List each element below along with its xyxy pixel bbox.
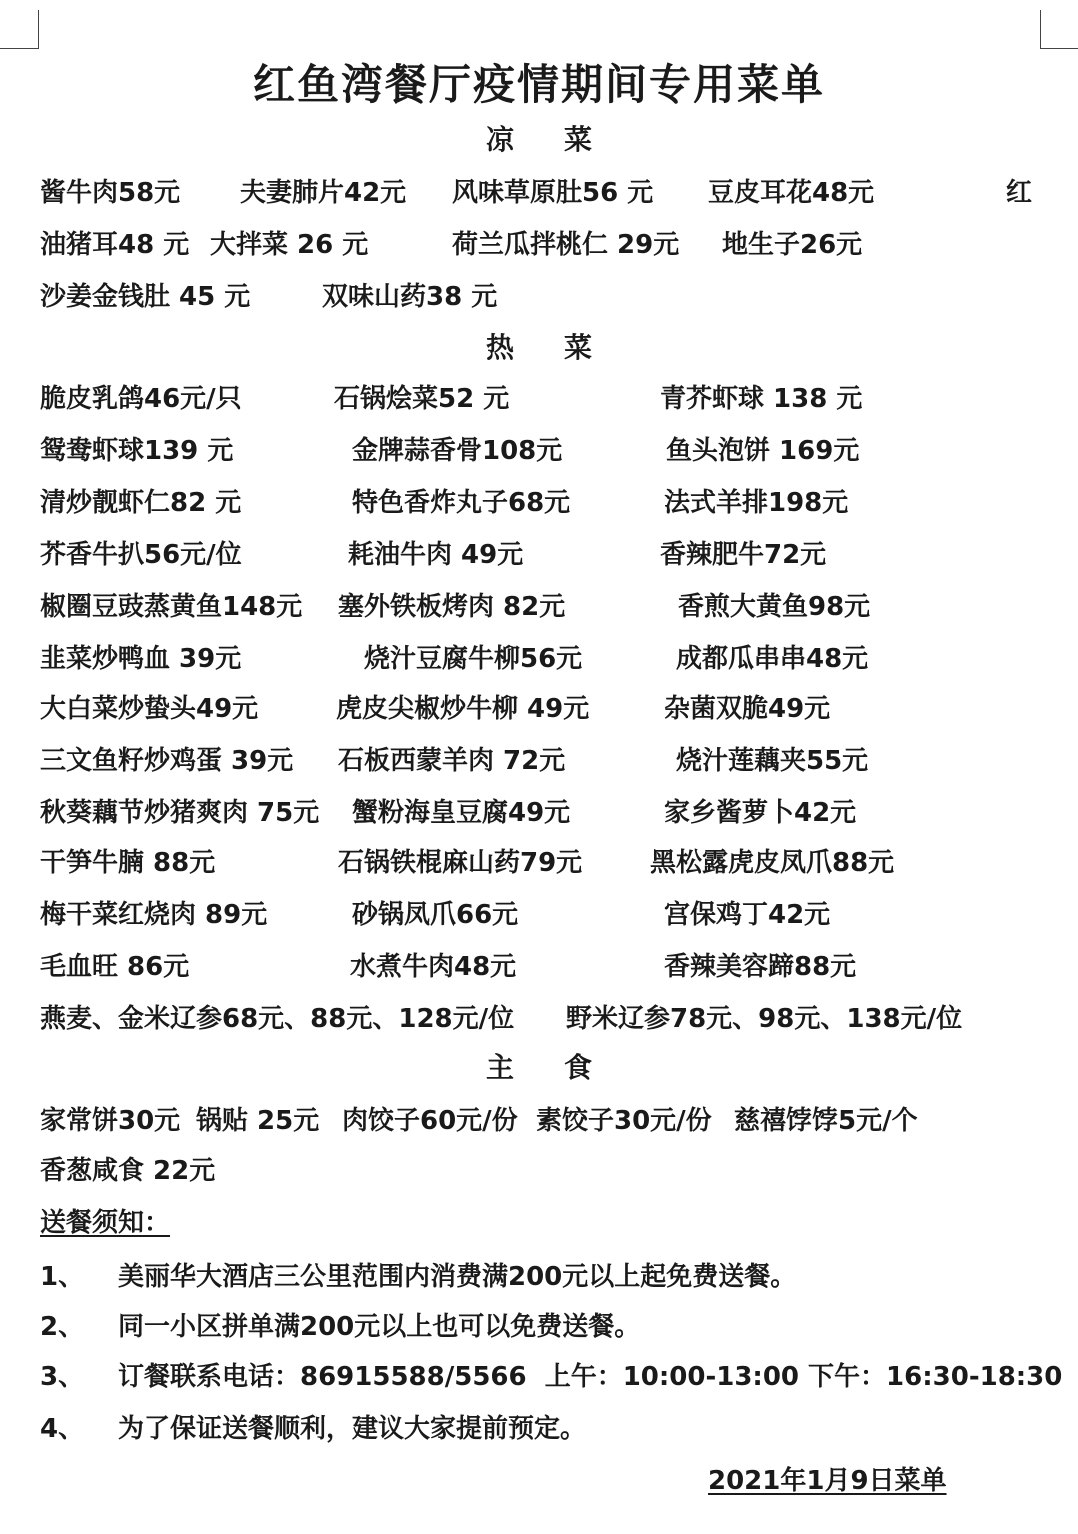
menu-item: 金牌蒜香骨108元 bbox=[352, 436, 563, 466]
menu-item: 青芥虾球 138 元 bbox=[660, 384, 863, 414]
menu-item: 毛血旺 86元 bbox=[40, 952, 190, 982]
menu-item: 香辣美容蹄88元 bbox=[664, 952, 857, 982]
notice-text: 美丽华大酒店三公里范围内消费满200元以上起免费送餐。 bbox=[118, 1262, 797, 1292]
menu-item: 慈禧饽饽5元/个 bbox=[734, 1106, 918, 1136]
menu-item: 脆皮乳鸽46元/只 bbox=[40, 384, 242, 414]
notice-number: 1、 bbox=[40, 1262, 85, 1292]
menu-item: 石锅铁棍麻山药79元 bbox=[338, 848, 583, 878]
menu-item: 大拌菜 26 元 bbox=[210, 230, 369, 260]
menu-item: 香煎大黄鱼98元 bbox=[678, 592, 871, 622]
menu-item: 红 bbox=[1006, 178, 1033, 208]
page-title: 红鱼湾餐厅疫情期间专用菜单 bbox=[252, 60, 825, 109]
menu-item: 石锅烩菜52 元 bbox=[334, 384, 510, 414]
menu-item: 椒圈豆豉蒸黄鱼148元 bbox=[40, 592, 303, 622]
menu-item: 干笋牛腩 88元 bbox=[40, 848, 216, 878]
menu-item: 烧汁豆腐牛柳56元 bbox=[364, 644, 583, 674]
menu-item: 蟹粉海皇豆腐49元 bbox=[352, 798, 571, 828]
menu-item: 素饺子30元/份 bbox=[536, 1106, 712, 1136]
menu-item: 肉饺子60元/份 bbox=[342, 1106, 518, 1136]
section-header-hot: 热菜 bbox=[485, 331, 642, 364]
menu-item: 芥香牛扒56元/位 bbox=[40, 540, 242, 570]
menu-item: 成都瓜串串48元 bbox=[676, 644, 869, 674]
menu-item: 双味山药38 元 bbox=[322, 282, 498, 312]
menu-item: 杂菌双脆49元 bbox=[664, 694, 831, 724]
menu-item: 法式羊排198元 bbox=[664, 488, 849, 518]
menu-item: 耗油牛肉 49元 bbox=[348, 540, 524, 570]
menu-item: 砂锅凤爪66元 bbox=[352, 900, 519, 930]
notice-text: 为了保证送餐顺利，建议大家提前预定。 bbox=[118, 1414, 587, 1444]
menu-item: 鸳鸯虾球139 元 bbox=[40, 436, 234, 466]
menu-item: 韭菜炒鸭血 39元 bbox=[40, 644, 242, 674]
menu-item: 香辣肥牛72元 bbox=[660, 540, 827, 570]
notice-text: 同一小区拼单满200元以上也可以免费送餐。 bbox=[118, 1312, 641, 1342]
section-header-staple: 主食 bbox=[485, 1051, 642, 1084]
menu-item: 豆皮耳花48元 bbox=[708, 178, 875, 208]
menu-item: 荷兰瓜拌桃仁 29元 bbox=[452, 230, 680, 260]
notice-number: 4、 bbox=[40, 1414, 85, 1444]
menu-item: 鱼头泡饼 169元 bbox=[666, 436, 860, 466]
menu-item: 宫保鸡丁42元 bbox=[664, 900, 831, 930]
notice-number: 3、 bbox=[40, 1362, 85, 1392]
menu-item: 家乡酱萝卜42元 bbox=[664, 798, 857, 828]
menu-item: 黑松露虎皮凤爪88元 bbox=[650, 848, 895, 878]
menu-item: 大白菜炒蛰头49元 bbox=[40, 694, 259, 724]
menu-item: 清炒靓虾仁82 元 bbox=[40, 488, 242, 518]
menu-item: 秋葵藕节炒猪爽肉 75元 bbox=[40, 798, 320, 828]
menu-date: 2021年1月9日菜单 bbox=[708, 1466, 947, 1496]
menu-item: 油猪耳48 元 bbox=[40, 230, 190, 260]
notice-number: 2、 bbox=[40, 1312, 85, 1342]
menu-item: 特色香炸丸子68元 bbox=[352, 488, 571, 518]
menu-item: 梅干菜红烧肉 89元 bbox=[40, 900, 268, 930]
corner-mark-top-left bbox=[0, 10, 39, 49]
menu-item: 烧汁莲藕夹55元 bbox=[676, 746, 869, 776]
menu-item: 石板西蒙羊肉 72元 bbox=[338, 746, 566, 776]
menu-item: 风味草原肚56 元 bbox=[452, 178, 654, 208]
corner-mark-top-right bbox=[1040, 10, 1078, 49]
menu-item: 锅贴 25元 bbox=[196, 1106, 320, 1136]
menu-item: 香葱咸食 22元 bbox=[40, 1156, 216, 1186]
menu-item: 夫妻肺片42元 bbox=[240, 178, 407, 208]
menu-item: 燕麦、金米辽参68元、88元、128元/位 bbox=[40, 1004, 515, 1034]
delivery-notice-heading: 送餐须知： bbox=[40, 1208, 171, 1238]
menu-item: 地生子26元 bbox=[722, 230, 863, 260]
menu-item: 虎皮尖椒炒牛柳 49元 bbox=[336, 694, 590, 724]
menu-item: 三文鱼籽炒鸡蛋 39元 bbox=[40, 746, 294, 776]
menu-item: 水煮牛肉48元 bbox=[350, 952, 517, 982]
section-header-cold: 凉菜 bbox=[485, 123, 642, 156]
menu-item: 野米辽参78元、98元、138元/位 bbox=[566, 1004, 963, 1034]
menu-item: 家常饼30元 bbox=[40, 1106, 181, 1136]
menu-item: 酱牛肉58元 bbox=[40, 178, 181, 208]
menu-item: 沙姜金钱肚 45 元 bbox=[40, 282, 251, 312]
notice-text: 订餐联系电话：86915588/5566 上午：10:00-13:00 下午：16:30-18:30 bbox=[118, 1362, 1063, 1392]
menu-item: 塞外铁板烤肉 82元 bbox=[338, 592, 566, 622]
